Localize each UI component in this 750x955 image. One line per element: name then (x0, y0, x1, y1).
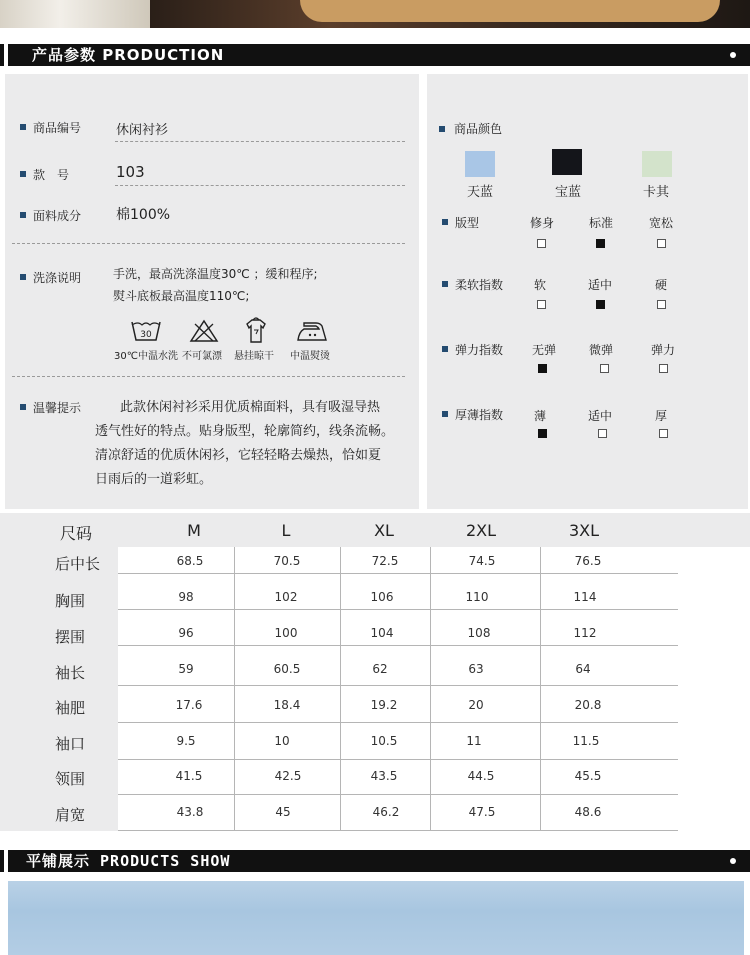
checkbox-checked[interactable] (538, 364, 547, 373)
size-col-header: 3XL (568, 521, 600, 540)
bullet-icon (20, 171, 26, 177)
size-cell: 96 (178, 626, 194, 640)
checkbox-checked[interactable] (596, 300, 605, 309)
size-cell: 42.5 (274, 769, 302, 783)
size-cell: 104 (370, 626, 394, 640)
size-cell: 44.5 (467, 769, 495, 783)
size-row-label: 胸围 (55, 592, 86, 610)
attr-option: 软 (533, 278, 546, 292)
size-cell: 43.8 (176, 805, 204, 819)
attr-option: 适中 (587, 278, 612, 292)
checkbox[interactable] (598, 429, 607, 438)
checkbox[interactable] (659, 364, 668, 373)
size-cell: 60.5 (273, 662, 301, 676)
attr-label: 弹力指数 (455, 343, 504, 357)
size-cell: 112 (573, 626, 597, 640)
bullet-icon (442, 219, 448, 225)
dot-icon (730, 858, 736, 864)
color-name: 卡其 (642, 185, 669, 200)
hang-dry-icon (243, 316, 269, 344)
attr-option: 厚 (654, 409, 667, 423)
size-row-label: 领围 (55, 770, 86, 788)
size-cell: 10 (274, 734, 290, 748)
top-photo-strip (0, 0, 750, 28)
bullet-icon (20, 274, 26, 280)
no-bleach-icon (189, 319, 219, 343)
size-cell: 108 (467, 626, 491, 640)
attr-option: 微弹 (588, 343, 613, 357)
attr-option: 无弹 (531, 343, 556, 357)
attr-label: 厚薄指数 (455, 408, 504, 422)
fabric-value: 棉100% (116, 207, 171, 223)
bullet-icon (439, 126, 445, 132)
size-cell: 20.8 (574, 698, 602, 712)
size-cell: 45 (275, 805, 291, 819)
svg-text:30: 30 (140, 330, 152, 340)
checkbox[interactable] (600, 364, 609, 373)
tips-line-1: 此款休闲衬衫采用优质棉面料，具有吸湿导热 (120, 400, 381, 415)
size-cell: 62 (372, 662, 388, 676)
attr-option: 宽松 (648, 216, 673, 230)
care-caption: 不可氯漂 (182, 351, 222, 362)
care-caption: 悬挂晾干 (234, 351, 274, 362)
size-col-header: M (187, 521, 201, 540)
bullet-icon (20, 404, 26, 410)
attr-option: 硬 (654, 278, 667, 292)
bullet-icon (442, 281, 448, 287)
size-row-label: 肩宽 (55, 806, 86, 824)
size-cell: 41.5 (175, 769, 203, 783)
checkbox-checked[interactable] (596, 239, 605, 248)
product-no-label: 商品编号 (33, 121, 82, 135)
size-cell: 106 (370, 590, 394, 604)
size-cell: 11 (466, 734, 482, 748)
swatch-royal-blue[interactable] (552, 149, 582, 175)
attr-option: 弹力 (650, 343, 675, 357)
bullet-icon (442, 346, 448, 352)
size-cell: 64 (575, 662, 591, 676)
size-cell: 11.5 (572, 734, 600, 748)
care-caption: 30℃中温水洗 (114, 351, 178, 362)
section-header-products-show (0, 846, 750, 876)
wash-line-2: 熨斗底板最高温度110℃; (113, 289, 250, 303)
colors-label: 商品颜色 (454, 122, 503, 136)
size-cell: 98 (178, 590, 194, 604)
checkbox[interactable] (537, 300, 546, 309)
checkbox-checked[interactable] (538, 429, 547, 438)
size-cell: 110 (465, 590, 489, 604)
size-cell: 10.5 (370, 734, 398, 748)
attr-option: 标准 (588, 216, 613, 230)
section-header-production (0, 40, 750, 70)
size-cell: 63 (468, 662, 484, 676)
care-caption: 中温熨烫 (290, 351, 330, 362)
size-cell: 45.5 (574, 769, 602, 783)
checkbox[interactable] (657, 300, 666, 309)
wash-label: 洗涤说明 (33, 271, 82, 285)
color-name: 宝蓝 (554, 185, 581, 200)
size-cell: 19.2 (370, 698, 398, 712)
section-title: 平铺展示 PRODUCTS SHOW (26, 852, 231, 870)
tips-label: 温馨提示 (33, 401, 82, 415)
size-row-label: 袖口 (55, 735, 86, 753)
attr-option: 适中 (587, 409, 612, 423)
size-cell: 74.5 (468, 554, 496, 568)
product-no-value: 休闲衬衫 (116, 123, 169, 138)
style-no-value: 103 (116, 163, 145, 181)
style-no-label: 款 号 (33, 168, 70, 182)
size-cell: 47.5 (468, 805, 496, 819)
bullet-icon (20, 124, 26, 130)
tips-line-2: 透气性好的特点。贴身版型，轮廓简约，线条流畅。 (95, 424, 395, 439)
checkbox[interactable] (659, 429, 668, 438)
tips-line-4: 日雨后的一道彩虹。 (95, 472, 213, 487)
checkbox[interactable] (537, 239, 546, 248)
size-col-header: L (281, 521, 291, 540)
size-cell: 17.6 (175, 698, 203, 712)
size-cell: 102 (274, 590, 298, 604)
wash-30-icon (130, 319, 162, 343)
size-cell: 43.5 (370, 769, 398, 783)
size-cell: 20 (468, 698, 484, 712)
attr-label: 版型 (455, 216, 480, 230)
size-row-label: 袖肥 (55, 699, 86, 717)
swatch-khaki[interactable] (642, 151, 672, 177)
checkbox[interactable] (657, 239, 666, 248)
product-flat-photo (8, 881, 744, 955)
bullet-icon (442, 411, 448, 417)
size-cell: 114 (573, 590, 597, 604)
iron-medium-icon (296, 320, 328, 342)
size-col-header: 2XL (465, 521, 497, 540)
wash-line-1: 手洗，最高洗涤温度30℃ ；缓和程序; (113, 267, 318, 281)
size-cell: 48.6 (574, 805, 602, 819)
dot-icon (730, 52, 736, 58)
size-cell: 59 (178, 662, 194, 676)
size-cell: 68.5 (176, 554, 204, 568)
size-cell: 76.5 (574, 554, 602, 568)
size-row-label: 袖长 (55, 664, 86, 682)
color-name: 天蓝 (466, 185, 493, 200)
size-col-header: XL (374, 521, 394, 540)
collar-detail (300, 0, 720, 22)
attr-option: 薄 (533, 409, 546, 423)
size-cell: 70.5 (273, 554, 301, 568)
size-row-label: 后中长 (55, 555, 101, 573)
size-cell: 72.5 (371, 554, 399, 568)
section-title: 产品参数 PRODUCTION (32, 46, 225, 64)
swatch-sky-blue[interactable] (465, 151, 495, 177)
size-row-label: 摆围 (55, 628, 86, 646)
attr-label: 柔软指数 (455, 278, 504, 292)
tips-line-3: 清凉舒适的优质休闲衫，它轻轻略去燥热，恰如夏 (95, 448, 382, 463)
size-cell: 46.2 (372, 805, 400, 819)
buttons-photo (0, 0, 150, 28)
size-cell: 9.5 (176, 734, 196, 748)
size-corner: 尺码 (60, 524, 93, 543)
size-cell: 18.4 (273, 698, 301, 712)
fabric-label: 面料成分 (33, 209, 82, 223)
bullet-icon (20, 212, 26, 218)
attr-option: 修身 (529, 216, 554, 230)
size-cell: 100 (274, 626, 298, 640)
